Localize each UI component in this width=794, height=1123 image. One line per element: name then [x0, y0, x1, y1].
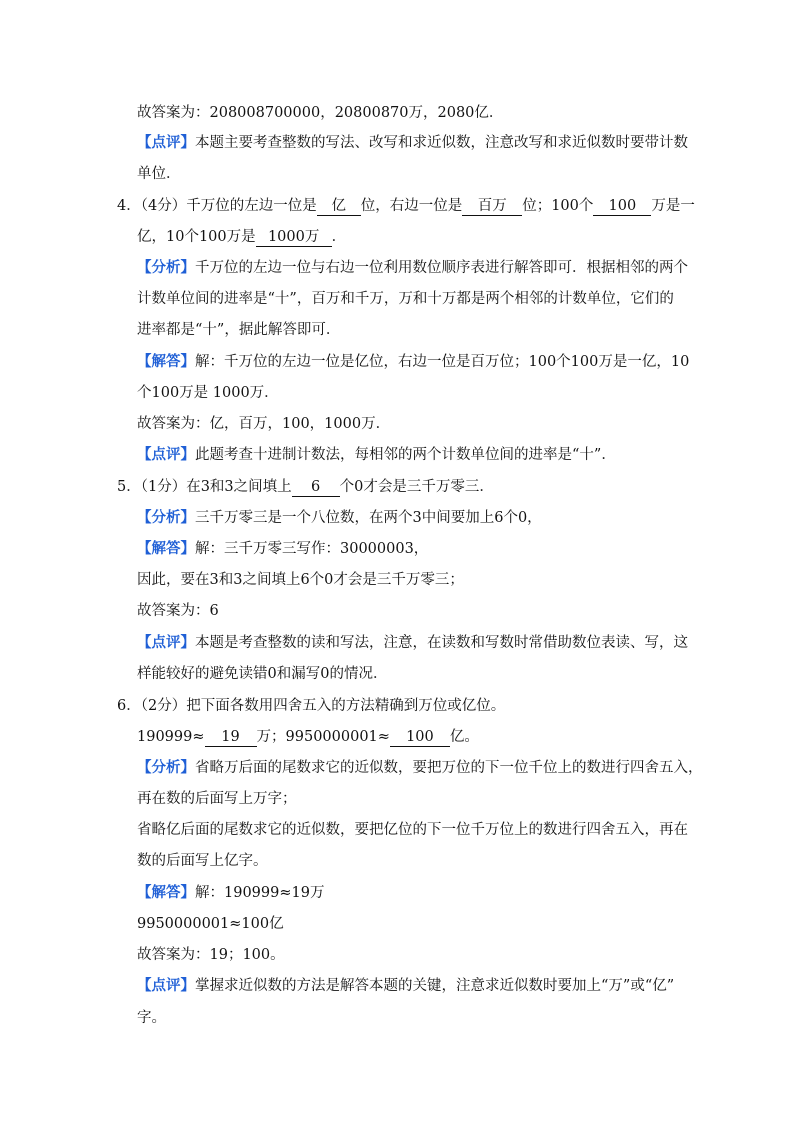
q4-text: ．: [331, 229, 347, 245]
q5-solution-text: 解：三千万零三写作：30000003，: [195, 541, 429, 557]
q6-blank-1: 19: [205, 728, 257, 747]
q4-analysis-text: 千万位的左边一位与右边一位利用数位顺序表进行解答即可．根据相邻的两个: [195, 260, 688, 276]
solution-tag: 【解答】: [137, 540, 195, 557]
comment-tag: 【点评】: [137, 977, 195, 994]
analysis-tag: 【分析】: [137, 259, 195, 276]
q5-therefore: 因此，要在3和3之间填上6个0才会是三千万零三；: [137, 572, 464, 588]
q4-text: 位；100个: [522, 198, 594, 214]
q3-comment-text: 本题主要考查整数的写法、改写和求近似数，注意改写和求近似数时要带计数: [195, 135, 688, 151]
q6-solution: [137, 883, 324, 903]
q5-number: 5．（1分）: [117, 479, 187, 495]
q5-analysis: [137, 508, 542, 528]
q3-comment: [137, 133, 688, 153]
q4-solution-line2: 个100万是 1000万．: [137, 385, 279, 401]
q4-question-cont: [137, 227, 346, 247]
analysis-tag: 【分析】: [137, 509, 195, 526]
q6-question-text: 把下面各数用四舍五入的方法精确到万位或亿位。: [186, 698, 506, 714]
q6-analysis-line4: 数的后面写上亿字。: [137, 853, 268, 869]
q6-solution-line2: 9950000001≈100亿: [137, 916, 284, 932]
comment-tag: 【点评】: [137, 446, 195, 463]
q6-blanks-line: [137, 727, 479, 747]
q5-solution: [137, 539, 428, 559]
q6-number: 6．（2分）: [117, 698, 187, 714]
q5-comment-cont: 样能较好的避免读错0和漏写0的情况．: [137, 666, 388, 682]
q3-answer: 故答案为：208008700000，20800870万，2080亿．: [137, 105, 504, 121]
q5-answer: 故答案为：6: [137, 603, 219, 619]
q3-comment-cont: 单位．: [137, 166, 181, 182]
q4-blank-3: 100: [593, 197, 651, 216]
q6-comment-text: 掌握求近似数的方法是解答本题的关键，注意求近似数时要加上“万”或“亿”: [195, 978, 675, 994]
q6-answer: 故答案为：19；100。: [137, 947, 285, 963]
q5-analysis-text: 三千万零三是一个八位数，在两个3中间要加上6个0，: [195, 510, 542, 526]
analysis-tag: 【分析】: [137, 759, 195, 776]
q4-text: 千万位的左边一位是: [186, 198, 317, 214]
q4-answer: 故答案为：亿，百万，100，1000万．: [137, 416, 391, 432]
q6-comment: [137, 976, 674, 996]
q4-solution: [137, 352, 689, 372]
q4-comment: [137, 445, 616, 465]
q4-text: 位，右边一位是: [360, 198, 463, 214]
solution-tag: 【解答】: [137, 353, 195, 370]
q6-blank-2: 100: [390, 728, 450, 747]
q4-number: 4．（4分）: [117, 198, 187, 214]
q4-analysis-line3: 进率都是“十”，据此解答即可．: [137, 322, 341, 338]
q6-text: 万；9950000001≈: [256, 729, 390, 745]
q6-analysis-line2: 再在数的后面写上万字；: [137, 791, 297, 807]
q6-text: 亿。: [449, 729, 479, 745]
q6-comment-cont: 字。: [137, 1010, 166, 1026]
q5-text: 个0才会是三千万零三．: [339, 479, 494, 495]
q4-comment-text: 此题考查十进制计数法，每相邻的两个计数单位间的进率是“十”．: [195, 447, 616, 463]
q5-blank-1: 6: [292, 478, 340, 497]
q4-blank-2: 百万: [462, 197, 522, 216]
solution-tag: 【解答】: [137, 884, 195, 901]
comment-tag: 【点评】: [137, 134, 195, 151]
q4-text: 亿，10个100万是: [137, 229, 256, 245]
q4-analysis: [137, 258, 688, 278]
q4-analysis-line2: 计数单位间的进率是“十”，百万和千万，万和十万都是两个相邻的计数单位，它们的: [137, 291, 674, 307]
q6-analysis-text: 省略万后面的尾数求它的近似数，要把万位的下一位千位上的数进行四舍五入，: [195, 760, 703, 776]
q6-question: [117, 696, 505, 716]
q4-blank-1: 亿: [317, 197, 361, 216]
q6-solution-text: 解：190999≈19万: [195, 885, 325, 901]
q5-question: [117, 477, 494, 497]
q6-analysis: [137, 758, 703, 778]
q4-blank-4: 1000万: [256, 228, 332, 247]
q6-text: 190999≈: [137, 729, 205, 745]
q5-comment-text: 本题是考查整数的读和写法，注意，在读数和写数时常借助数位表读、写，这: [195, 635, 688, 651]
q4-text: 万是一: [651, 198, 695, 214]
q6-analysis-line3: 省略亿后面的尾数求它的近似数，要把亿位的下一位千万位上的数进行四舍五入，再在: [137, 822, 688, 838]
q4-question: [117, 196, 695, 216]
q5-comment: [137, 633, 688, 653]
comment-tag: 【点评】: [137, 634, 195, 651]
q5-text: 在3和3之间填上: [186, 479, 292, 495]
q4-solution-text: 解：千万位的左边一位是亿位，右边一位是百万位；100个100万是一亿，10: [195, 354, 690, 370]
